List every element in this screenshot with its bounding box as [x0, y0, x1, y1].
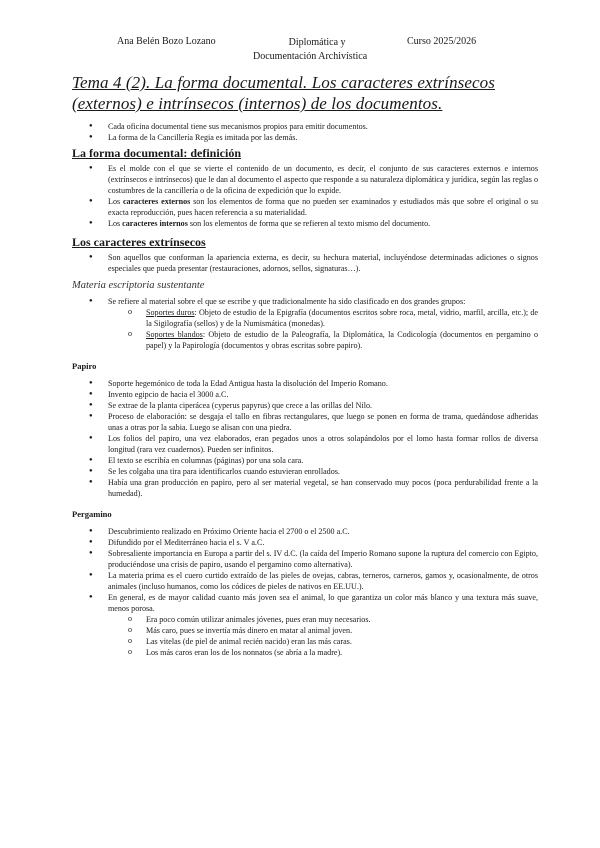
- text-run: Los: [108, 219, 123, 228]
- list-item: [72, 196, 538, 218]
- text-run: En general, es de mayor calidad cuanto más joven sea el animal, lo que garantiza un color más blanco y una textura más suave, menos porosa.: [108, 593, 538, 613]
- sublist-item: [72, 307, 538, 329]
- bold-term: caracteres externos: [122, 197, 191, 206]
- list-item: [72, 592, 538, 658]
- intro-list: [72, 121, 538, 143]
- sublist-item: o Más caro, pues se invertía más dinero en matar al animal joven.: [72, 625, 538, 636]
- papiro-list: [72, 378, 538, 499]
- materia-list: [72, 296, 538, 351]
- list-item: ● Proceso de elaboración: se desgaja el tallo en fibras rectangulares, que luego se ponen en forma de trama, quedándose adheridas unas a otras por la sabia. Luego se alisan con una piedra.: [72, 411, 538, 433]
- list-item: ● Soporte hegemónico de toda la Edad Antigua hasta la disolución del Imperio Romano.: [72, 378, 538, 389]
- extrinsecos-list: [72, 252, 538, 274]
- list-item: [72, 218, 538, 229]
- header-subject-line2: Documentación Archivística: [253, 51, 368, 62]
- pergamino-sublist: [72, 614, 538, 658]
- forma-list: [72, 163, 538, 229]
- underlined-term: Soportes blandos: [146, 330, 203, 339]
- text-run: son los elementos de forma que se refieren al texto mismo del documento.: [187, 219, 431, 228]
- list-item: ● Descubrimiento realizado en Próximo Oriente hacia el 2700 o el 2500 a.C.: [72, 526, 538, 537]
- header-subject-line1: Diplomática y: [288, 37, 346, 48]
- list-item: ● Sobresaliente importancia en Europa a partir del s. IV d.C. (la caída del Imperio Romano supone la ruptura del comercio con Egipto, produciéndose una crisis de papiro, usando el pergamino como alternativa).: [72, 548, 538, 570]
- list-item: ● El texto se escribía en columnas (páginas) por una sola cara.: [72, 455, 538, 466]
- underlined-term: Soportes duros: [146, 308, 195, 317]
- subheading-materia: Materia escriptoria sustentante: [72, 280, 205, 291]
- header-author: Ana Belén Bozo Lozano: [117, 36, 216, 47]
- sublist-item: [72, 329, 538, 351]
- text-run: Se refiere al material sobre el que se escribe y que tradicionalmente ha sido clasificado en dos grandes grupos:: [108, 297, 466, 306]
- sublist-item: o Las vitelas (de piel de animal recién nacido) eran las más caras.: [72, 636, 538, 647]
- header-course: Curso 2025/2026: [407, 36, 477, 47]
- list-item: ● Es el molde con el que se vierte el contenido de un documento, es decir, el conjunto de sus caracteres externos e internos (extrínsecos e intrínsecos) que le dan al documento el aspecto que responde a su naturaleza diplomática y jurídica, según las reglas o costumbres de la cancillería o de la oficina de expedición que lo expide.: [72, 163, 538, 196]
- list-item: ● La materia prima es el cuero curtido extraído de las pieles de ovejas, cabras, terneros, carneros, gamos y, ocasionalmente, de otros animales (incluso humanos, como los códices de pieles de nativos en EE.UU.).: [72, 570, 538, 592]
- list-item: ● Había una gran producción en papiro, pero al ser material vegetal, se han conservado muy pocos (poca perdurabilidad frente a la humedad).: [72, 477, 538, 499]
- list-item: [72, 296, 538, 351]
- document-body: [72, 121, 538, 658]
- section-heading-forma: La forma documental: definición: [72, 146, 241, 160]
- bold-term: caracteres internos: [122, 219, 188, 228]
- list-item: ● La forma de la Cancillería Regia es imitada por las demás.: [72, 132, 538, 143]
- text-run: Los: [108, 197, 123, 206]
- text-run: son los elementos de forma que no pueden ser examinados y estudiados más que sobre el original o su exacta reproducción, pues hacen referencia a su materialidad.: [108, 197, 538, 217]
- page-header: [117, 36, 500, 66]
- header-subject: [253, 36, 368, 64]
- list-item: ● Son aquellos que conforman la apariencia externa, es decir, su hechura material, incluyéndose determinadas adiciones o signos especiales que pueda presentar (restauraciones, adornos, sellos, signaturas…).: [72, 252, 538, 274]
- pergamino-list: [72, 526, 538, 658]
- page-title: Tema 4 (2). La forma documental. Los caracteres extrínsecos (externos) e intrínsecos (internos) de los documentos.: [72, 73, 495, 113]
- list-item: ● Se extrae de la planta ciperácea (cyperus papyrus) que crece a las orillas del Nilo.: [72, 400, 538, 411]
- section-heading-extrinsecos: Los caracteres extrínsecos: [72, 235, 206, 249]
- list-item: ● Cada oficina documental tiene sus mecanismos propios para emitir documentos.: [72, 121, 538, 132]
- text-run: : Objeto de estudio de la Paleografía, la Diplomática, la Codicología (documentos en pergamino o papel) y la Papirología (documentos y obras escritas sobre papiro).: [146, 330, 539, 350]
- sublist-item: o Los más caros eran los de los nonnatos (se abría a la madre).: [72, 647, 538, 658]
- list-item: ● Los folios del papiro, una vez elaborados, eran pegados unos a otros solapándolos por el lomo hasta formar rollos de diversa longitud (rara vez cuadernos). Pueden ser infinitos.: [72, 433, 538, 455]
- subheading-pergamino: Pergamino: [72, 509, 112, 519]
- list-item: ● Difundido por el Mediterráneo hacia el s. V a.C.: [72, 537, 538, 548]
- text-run: : Objeto de estudio de la Epigrafía (documentos escritos sobre roca, metal, vidrio, marfil, arcilla, etc.); de la Sigilografía (sellos) y de la Numismática (monedas).: [146, 308, 538, 328]
- list-item: ● Se les colgaba una tira para identificarlos cuando estuvieran enrollados.: [72, 466, 538, 477]
- materia-sublist: [72, 307, 538, 351]
- subheading-papiro: Papiro: [72, 361, 97, 371]
- list-item: ● Invento egipcio de hacia el 3000 a.C.: [72, 389, 538, 400]
- sublist-item: o Era poco común utilizar animales jóvenes, pues eran muy necesarios.: [72, 614, 538, 625]
